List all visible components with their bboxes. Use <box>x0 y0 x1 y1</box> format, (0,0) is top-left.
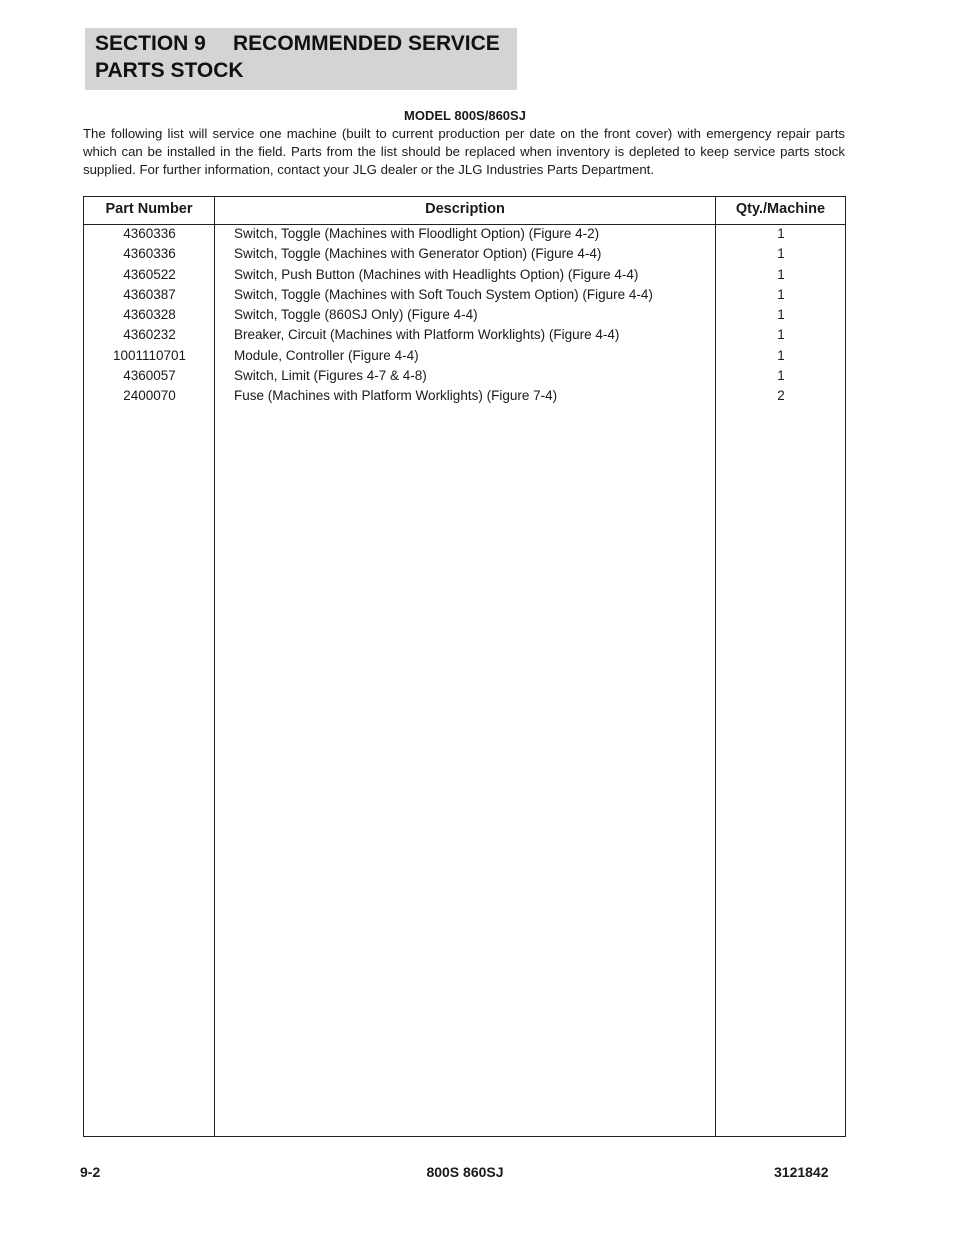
section-header <box>85 28 517 90</box>
table-row <box>84 367 845 387</box>
description-cell: Switch, Limit (Figures 4-7 & 4-8) <box>234 367 427 383</box>
table-row <box>84 326 845 346</box>
model-title: MODEL 800S/860SJ <box>404 108 526 123</box>
description-cell: Switch, Toggle (Machines with Soft Touch System Option) (Figure 4-4) <box>234 286 653 302</box>
section-label: SECTION 9 <box>95 32 206 55</box>
quantity-cell: 1 <box>777 307 785 322</box>
quantity-cell: 2 <box>777 388 785 403</box>
table-row <box>84 387 845 407</box>
quantity-cell: 1 <box>777 246 785 262</box>
description-cell: Breaker, Circuit (Machines with Platform Worklights) (Figure 4-4) <box>234 327 620 343</box>
description-cell: Switch, Toggle (Machines with Generator Option) (Figure 4-4) <box>234 246 602 262</box>
table-row <box>84 266 845 286</box>
part-number-cell: 4360387 <box>123 286 176 302</box>
table-row <box>84 245 845 265</box>
footer-page-number: 9-2 <box>80 1164 101 1180</box>
part-number-cell: 4360328 <box>123 307 176 322</box>
section-title-line1 <box>95 30 517 57</box>
quantity-cell: 1 <box>777 327 785 343</box>
quantity-cell: 1 <box>777 347 785 363</box>
description-cell: Switch, Toggle (Machines with Floodlight Option) (Figure 4-2) <box>234 226 600 241</box>
table-row <box>84 286 845 306</box>
part-number-cell: 4360336 <box>123 246 176 262</box>
table-row <box>84 306 845 326</box>
part-number-cell: 4360522 <box>123 266 176 282</box>
part-number-cell: 4360232 <box>123 327 176 343</box>
footer-document-number: 3121842 <box>774 1164 829 1180</box>
table-row <box>84 225 845 245</box>
quantity-cell: 1 <box>777 226 785 241</box>
quantity-cell: 1 <box>777 266 785 282</box>
footer-model: 800S 860SJ <box>426 1164 504 1180</box>
part-number-cell: 1001110701 <box>112 347 187 363</box>
description-cell: Module, Controller (Figure 4-4) <box>234 347 419 363</box>
description-cell: Switch, Toggle (860SJ Only) (Figure 4-4) <box>234 307 478 322</box>
table-body <box>84 225 845 407</box>
column-header-description: Description <box>425 201 505 217</box>
description-cell: Fuse (Machines with Platform Worklights) (Figure 7-4) <box>234 388 558 403</box>
column-header-qty: Qty./Machine <box>735 201 826 217</box>
part-number-cell: 4360057 <box>123 367 176 383</box>
parts-table <box>83 196 846 1137</box>
quantity-cell: 1 <box>777 286 785 302</box>
section-title-line2: PARTS STOCK <box>95 59 244 82</box>
description-cell: Switch, Push Button (Machines with Headlights Option) (Figure 4-4) <box>234 266 639 282</box>
quantity-cell: 1 <box>777 367 785 383</box>
part-number-cell: 2400070 <box>123 388 176 403</box>
column-header-part-number: Part Number <box>105 201 193 217</box>
table-row <box>84 347 845 367</box>
part-number-cell: 4360336 <box>123 226 176 241</box>
intro-paragraph: The following list will service one machine (built to current production per date on the front cover) with emergency repair parts which can be installed in the field. Parts from the list should be replaced when inventory is depleted to keep service parts stock supplied. For further information, contact your JLG dealer or the JLG Industries Parts Department. <box>83 126 845 177</box>
section-title: RECOMMENDED SERVICE <box>233 32 500 55</box>
